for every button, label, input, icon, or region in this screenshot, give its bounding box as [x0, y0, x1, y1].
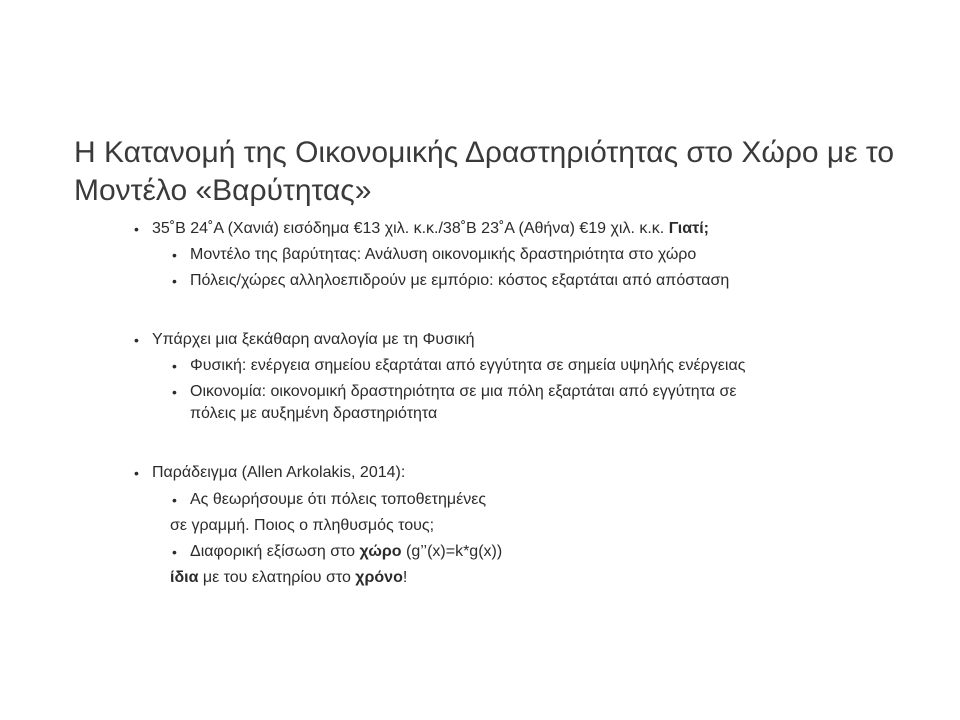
bullet-main-1	[152, 218, 709, 240]
bullet-marker: •	[134, 221, 139, 237]
bullet-main-3-text-b: (Allen Arkolakis, 2014):	[237, 464, 406, 481]
bullet-main-1-text: 35˚Β 24˚Α (Χανιά) εισόδημα €13 χιλ. κ.κ./38˚Β 23˚Α (Αθήνα) €19 χιλ. κ.κ.	[152, 220, 665, 237]
bullet-sub-2-2: Οικονομία: οικονομική δραστηριότητα σε μια πόλη εξαρτάται από εγγύτητα σε	[190, 383, 737, 400]
bullet-marker: •	[134, 465, 139, 481]
bullet-sub-3-2-bold: χώρο	[359, 543, 402, 560]
bullet-marker: •	[172, 384, 177, 400]
bullet-marker: •	[172, 247, 177, 263]
bullet-main-3-text-a: Παράδειγμα	[152, 464, 238, 481]
bullet-sub-3-2-cont	[170, 567, 407, 589]
bullet-main-2: Υπάρχει μια ξεκάθαρη αναλογία με τη Φυσική	[152, 331, 475, 348]
bullet-sub-3-2-cont-bold: ίδια	[170, 569, 199, 586]
bullet-sub-3-2-text-a: Διαφορική εξίσωση στο	[190, 543, 360, 560]
bullet-marker: •	[172, 273, 177, 289]
bullet-sub-3-2-cont-mid: με του ελατηρίου στο	[198, 569, 356, 586]
bullet-marker: •	[172, 544, 177, 560]
bullet-sub-3-1-cont: σε γραμμή. Ποιος ο πληθυσμός τους;	[170, 517, 435, 534]
bullet-marker: •	[172, 492, 177, 508]
bullet-sub-3-2-text-b: (g’’(x)=k*g(x))	[401, 543, 503, 560]
bullet-sub-3-1: Ας θεωρήσουμε ότι πόλεις τοποθετημένες	[190, 491, 487, 508]
slide-title-line2: Μοντέλο «Βαρύτητας»	[74, 174, 372, 207]
bullet-sub-3-2-cont-bold2: χρόνο	[355, 569, 403, 586]
bullet-sub-2-1: Φυσική: ενέργεια σημείου εξαρτάται από εγγύτητα σε σημεία υψηλής ενέργειας	[190, 357, 746, 374]
bullet-marker: •	[172, 358, 177, 374]
slide-title-line1: Η Κατανομή της Οικονομικής Δραστηριότητας στο Χώρο με το	[74, 136, 895, 169]
bullet-sub-2-2-cont: πόλεις με αυξημένη δραστηριότητα	[190, 405, 438, 422]
bullet-sub-3-2	[190, 541, 502, 563]
bullet-main-3	[152, 462, 405, 484]
bullet-sub-1-1: Μοντέλο της βαρύτητας: Ανάλυση οικονομικής δραστηριότητα στο χώρο	[190, 246, 697, 263]
bullet-main-1-bold: Γιατί;	[668, 220, 709, 237]
bullet-sub-3-2-cont-end: !	[402, 569, 408, 586]
bullet-sub-1-2: Πόλεις/χώρες αλληλοεπιδρούν με εμπόριο: κόστος εξαρτάται από απόσταση	[190, 272, 730, 289]
bullet-marker: •	[134, 332, 139, 348]
